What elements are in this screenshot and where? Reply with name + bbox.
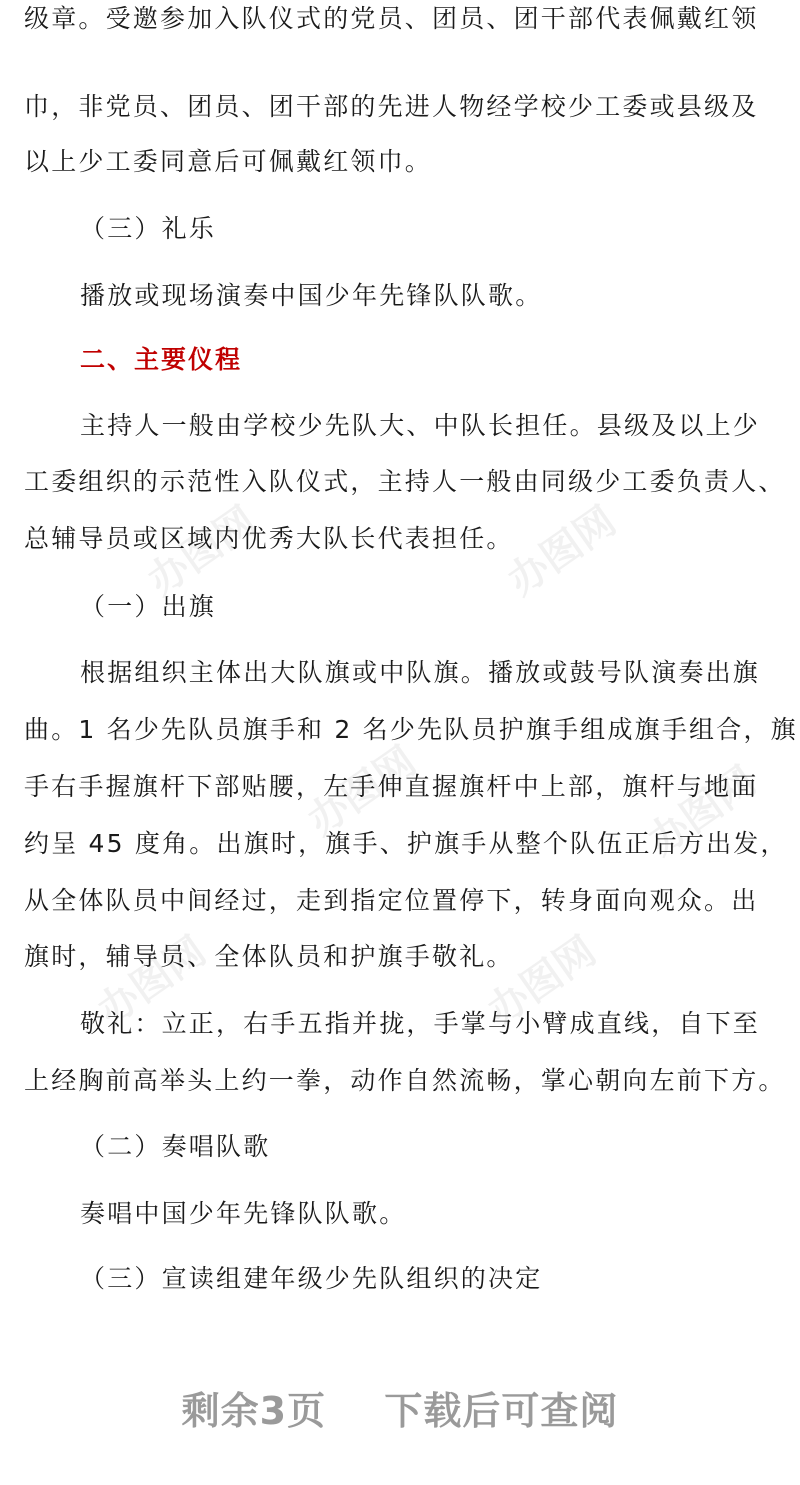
download-prompt-banner[interactable] [0,1380,800,1435]
paragraph-line: 上经胸前高举头上约一拳，动作自然流畅，掌心朝向左前下方。 [24,1066,786,1095]
paragraph-line: 敬礼：立正，右手五指并拢，手掌与小臂成直线，自下至 [80,1009,761,1038]
paragraph-line: 巾，非党员、团员、团干部的先进人物经学校少工委或县级及 [24,92,759,121]
paragraph-line: 从全体队员中间经过，走到指定位置停下，转身面向观众。出 [24,886,759,915]
paragraph-line: 旗时，辅导员、全体队员和护旗手敬礼。 [24,942,514,971]
watermark: 办图网 [139,498,265,605]
section-heading: 二、主要仪程 [80,345,243,374]
paragraph-line: 手右手握旗杆下部贴腰，左手伸直握旗杆中上部，旗杆与地面 [24,772,759,801]
paragraph-line: 曲。1 名少先队员旗手和 2 名少先队员护旗手组成旗手组合，旗 [24,715,798,744]
paragraph-line: 奏唱中国少年先锋队队歌。 [80,1199,407,1228]
subheading: （三）宣读组建年级少先队组织的决定 [80,1264,543,1293]
watermark: 办图网 [499,498,625,605]
watermark: 办图网 [89,928,215,1035]
watermark: 办图网 [299,738,425,845]
paragraph-line: 以上少工委同意后可佩戴红领巾。 [24,147,433,176]
watermark: 办图网 [639,758,765,865]
paragraph-line: 工委组织的示范性入队仪式，主持人一般由同级少工委负责人、 [24,467,786,496]
paragraph-line: 主持人一般由学校少先队大、中队长担任。县级及以上少 [80,411,761,440]
paragraph-line: 约呈 45 度角。出旗时，旗手、护旗手从整个队伍正后方出发， [24,829,788,858]
paragraph-line: 总辅导员或区域内优秀大队长代表担任。 [24,524,514,553]
subheading: （二）奏唱队歌 [80,1132,271,1161]
paragraph-line: 播放或现场演奏中国少年先锋队队歌。 [80,281,543,310]
watermark: 办图网 [479,928,605,1035]
paragraph-line: 级章。受邀参加入队仪式的党员、团员、团干部代表佩戴红领 [24,4,759,33]
subheading: （三）礼乐 [80,214,217,243]
download-to-view-label: 下载后可查阅 [384,1389,619,1433]
paragraph-line: 根据组织主体出大队旗或中队旗。播放或鼓号队演奏出旗 [80,658,761,687]
remaining-pages-label: 剩余3页 [181,1389,327,1433]
subheading: （一）出旗 [80,592,217,621]
